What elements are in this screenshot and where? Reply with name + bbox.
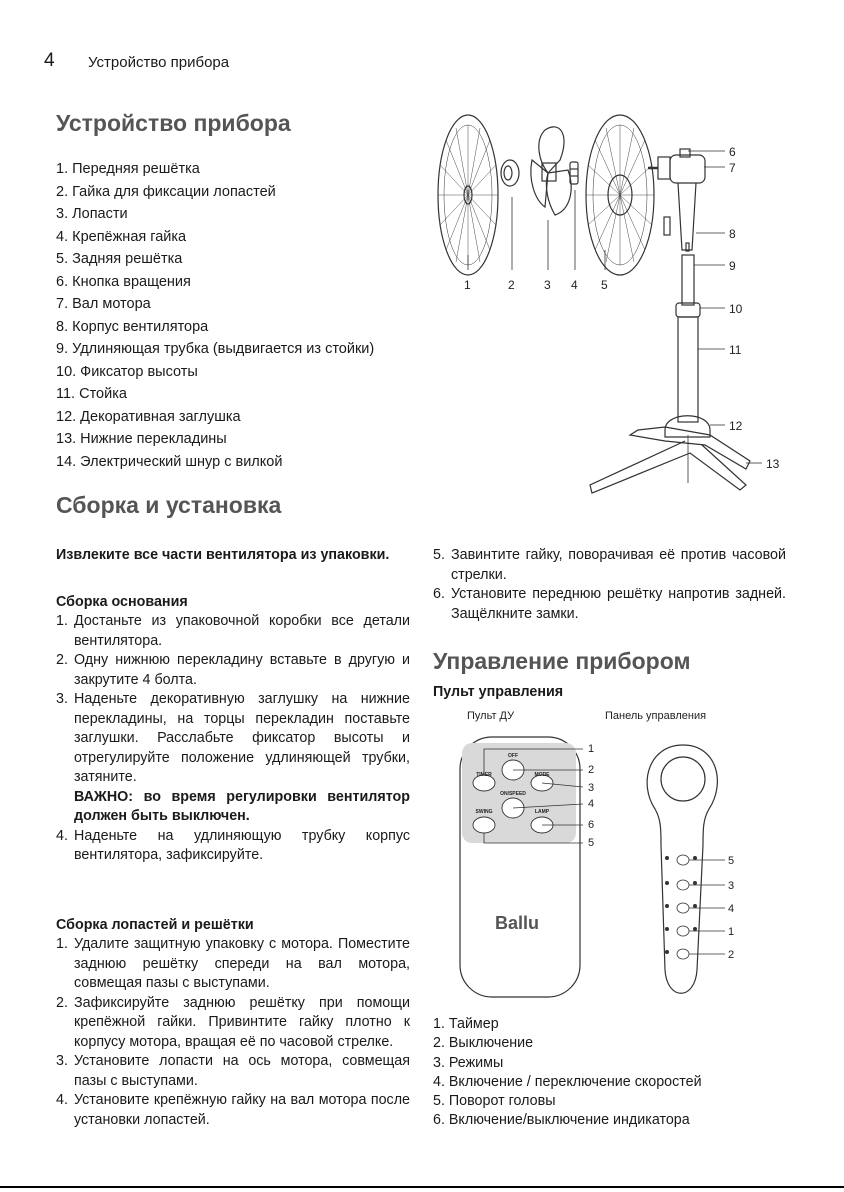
diagram-label: 5 — [601, 278, 608, 292]
control-section-title: Управление прибором — [433, 648, 691, 674]
base-step: 3. Наденьте декоративную заглушку на нижние перекладины, на торцы перекладин поставьте заглушки. Расслабьте фиксатор высоты и отрегулируйте положение удлиняющей трубки, затяните. ВАЖНО: во время регулировки вентилятор должен быть выключен. — [56, 690, 410, 827]
swing-button-shape — [473, 817, 495, 833]
panel-callout: 3 — [728, 880, 735, 892]
diagram-label: 10 — [729, 302, 743, 316]
blades-subtitle: Сборка лопастей и решётки — [56, 916, 254, 933]
timer-label: TIMER — [476, 772, 492, 778]
fan-exploded-diagram — [420, 105, 800, 505]
remote-caption: Пульт ДУ — [467, 710, 515, 722]
blades-step: 1. Удалите защитную упаковку с мотора. Поместите заднюю решётку спереди на вал мотора, совмещая пазы с выступами. — [56, 936, 410, 991]
blades-step: 3. Установите лопасти на ось мотора, совмещая пазы с выступами. — [56, 1053, 410, 1089]
panel-callout: 1 — [728, 926, 735, 938]
page-number: 4 — [44, 50, 55, 71]
remote-and-panel-diagram — [433, 705, 813, 1010]
mode-label: MODE — [534, 772, 550, 778]
base-step: 1. Достаньте из упаковочной коробки все детали вентилятора. — [56, 613, 410, 649]
unpack-instruction: Извлеките все части вентилятора из упаковки. — [56, 547, 390, 563]
diagram-label: 13 — [766, 457, 780, 471]
legend-item: 3. Режимы — [433, 1054, 504, 1071]
legend-item: 2. Выключение — [433, 1035, 534, 1052]
part-item: 1. Передняя решётка — [56, 161, 200, 177]
parts-list — [56, 158, 416, 473]
base-step: 2. Одну нижнюю перекладину вставьте в другую и закрутите 4 болта. — [56, 652, 410, 688]
footer-rule — [0, 1186, 844, 1188]
brand-logo: Ballu — [494, 913, 540, 933]
blades-step: 4. Установите крепёжную гайку на вал мотора после установки лопастей. — [56, 1092, 410, 1128]
part-item: 11. Стойка — [56, 386, 127, 402]
blade-nut-illustration — [501, 160, 519, 186]
diagram-label: 12 — [729, 419, 743, 433]
diagram-label: 3 — [544, 278, 551, 292]
legend-item: 1. Таймер — [433, 1016, 499, 1032]
diagram-label: 9 — [729, 259, 736, 273]
legend-item: 5. Поворот головы — [433, 1093, 556, 1110]
diagram-label: 7 — [729, 161, 736, 175]
part-item: 5. Задняя решётка — [56, 251, 183, 267]
part-item: 8. Корпус вентилятора — [56, 318, 209, 335]
part-item: 13. Нижние перекладины — [56, 431, 227, 447]
remote-callout: 6 — [588, 819, 595, 831]
blades-steps-continued — [433, 546, 786, 624]
blades-illustration — [531, 127, 571, 215]
assembly-section-title: Сборка и установка — [56, 492, 282, 518]
off-label: OFF — [508, 753, 518, 759]
panel-callout: 2 — [728, 949, 735, 961]
diagram-label: 1 — [464, 278, 471, 292]
blades-step: 2. Зафиксируйте заднюю решётку при помощи крепёжной гайки. Привинтите гайку плотно к корпусу мотора, вращая её по часовой стрелке. — [56, 994, 410, 1050]
blades-step: 5. Завинтите гайку, поворачивая её против часовой стрелки. — [433, 547, 786, 583]
diagram-label: 4 — [571, 278, 578, 292]
base-step: 4. Наденьте на удлиняющую трубку корпус вентилятора, зафиксируйте. — [56, 827, 410, 863]
part-item: 14. Электрический шнур с вилкой — [56, 453, 283, 470]
control-legend — [433, 1015, 793, 1131]
panel-callout: 4 — [728, 903, 735, 915]
remote-callout: 4 — [588, 798, 595, 810]
swing-label: SWING — [475, 809, 493, 815]
blades-steps — [56, 935, 410, 1130]
device-section-title: Устройство прибора — [56, 110, 291, 136]
legend-item: 6. Включение/выключение индикатора — [433, 1112, 690, 1129]
part-item: 12. Декоративная заглушка — [56, 408, 241, 425]
remote-callout: 2 — [588, 764, 595, 776]
warning-note: ВАЖНО: во время регулировки вентилятор должен быть выключен. — [74, 788, 410, 824]
base-subtitle: Сборка основания — [56, 593, 188, 610]
remote-subtitle: Пульт управления — [433, 684, 564, 700]
part-item: 7. Вал мотора — [56, 296, 151, 312]
panel-caption: Панель управления — [605, 710, 707, 722]
part-item: 2. Гайка для фиксации лопастей — [56, 183, 276, 200]
onspeed-label: ON/SPEED — [500, 791, 526, 797]
part-item: 3. Лопасти — [56, 206, 128, 222]
assembly-right-column — [433, 546, 786, 624]
blades-step: 6. Установите переднюю решётку напротив задней. Защёлкните замки. — [433, 586, 786, 622]
assembly-left-column — [56, 546, 410, 1130]
part-item: 10. Фиксатор высоты — [56, 363, 198, 380]
diagram-label: 8 — [729, 227, 736, 241]
remote-callout: 5 — [588, 837, 595, 849]
diagram-label: 2 — [508, 278, 515, 292]
legend-item: 4. Включение / переключение скоростей — [433, 1073, 702, 1090]
remote-callout: 1 — [588, 743, 595, 755]
front-grille-illustration — [438, 115, 498, 275]
rear-grille-illustration — [586, 115, 654, 275]
base-steps — [56, 612, 410, 866]
part-item: 6. Кнопка вращения — [56, 273, 191, 290]
motor-head-illustration — [648, 149, 705, 183]
lamp-label: LAMP — [534, 809, 550, 815]
running-header: Устройство прибора — [88, 54, 230, 71]
remote-callout: 3 — [588, 782, 595, 794]
diagram-label: 6 — [729, 145, 736, 159]
remote-illustration — [460, 737, 580, 997]
diagram-label: 11 — [729, 343, 742, 357]
part-item: 4. Крепёжная гайка — [56, 228, 187, 245]
panel-callout: 5 — [728, 855, 735, 867]
part-item: 9. Удлиняющая трубка (выдвигается из стойки) — [56, 341, 375, 357]
